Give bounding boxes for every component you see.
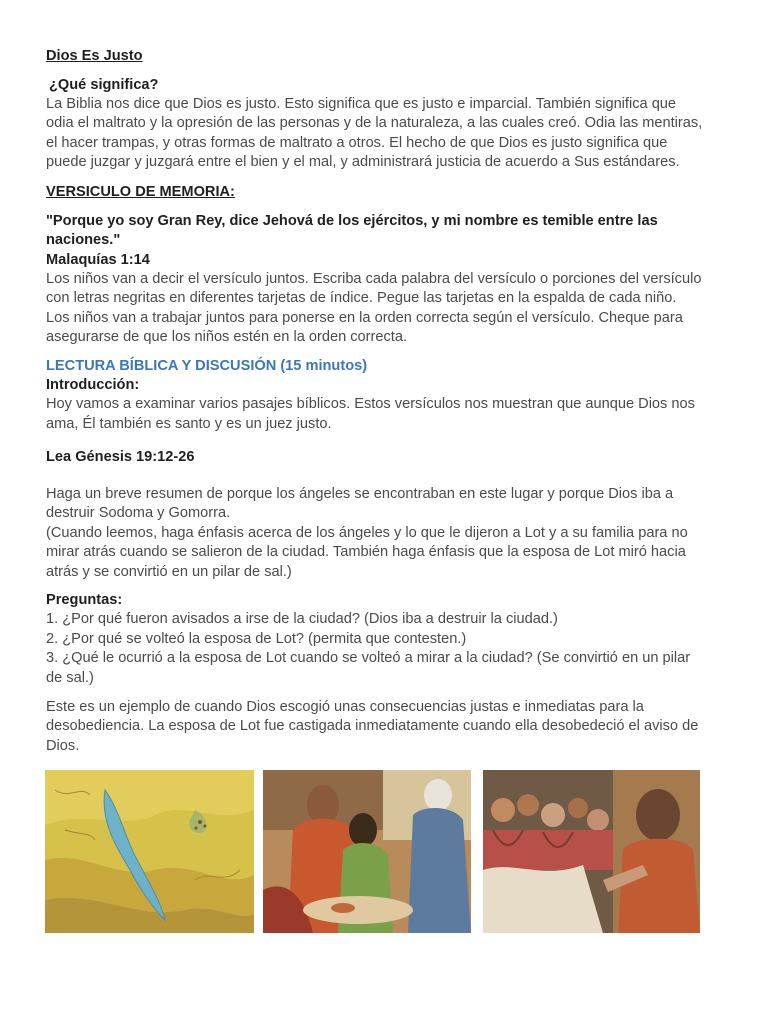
question-item: 2. ¿Por qué se volteó la esposa de Lot? (permita que contesten.) — [46, 630, 467, 647]
meaning-paragraph — [46, 95, 726, 173]
illustration-crowd-scene — [483, 770, 700, 933]
reading-heading: LECTURA BÍBLICA Y DISCUSIÓN (15 minutos) — [46, 358, 368, 374]
text-line: puede juzgar y juzgará entre el bien y el mal, y administrará justicia de acuerdo a Sus estándares. — [46, 154, 680, 171]
summary-paragraph — [46, 485, 726, 582]
text-line: asegurarse de que los niños estén en la orden correcta. — [46, 329, 408, 346]
text-line: atrás y se convirtió en un pilar de sal.) — [46, 563, 292, 580]
introduction-label: Introducción: — [46, 377, 140, 393]
text-line: La Biblia nos dice que Dios es justo. Esto significa que es justo e imparcial. También significa que — [46, 96, 677, 112]
illustration-dead-sea-map — [45, 770, 254, 933]
memory-verse-heading: VERSICULO DE MEMORIA: — [46, 184, 235, 200]
questions-block — [46, 591, 726, 688]
text-line: odia el maltrato y la opresión de las personas y de la naturaleza, a las cuales creó. Odia las mentiras, — [46, 115, 703, 132]
text-line: el hacer trampas, y otras formas de maltrato a otros. El hecho de que Dios es justo significa que — [46, 134, 668, 151]
introduction-block — [46, 376, 726, 434]
conclusion-paragraph — [46, 698, 726, 756]
verse-reference: Malaquías 1:14 — [46, 251, 150, 268]
text-line: Hoy vamos a examinar varios pasajes bíblicos. Estos versículos nos muestran que aunque Dios nos — [46, 396, 695, 413]
text-line: Este es un ejemplo de cuando Dios escogió unas consecuencias justas e inmediatas para la — [46, 699, 644, 715]
question-item: 1. ¿Por qué fueron avisados a irse de la ciudad? (Dios iba a destruir la ciudad.) — [46, 611, 558, 628]
text-line: destruir Sodoma y Gomorra. — [46, 505, 231, 522]
passage-reference: Lea Génesis 19:12-26 — [46, 449, 195, 465]
memory-verse-text — [46, 212, 726, 270]
text-line: Dios. — [46, 737, 80, 754]
text-line: (Cuando leemos, haga énfasis acerca de los ángeles y lo que le dijeron a Lot y a su familia para no — [46, 524, 688, 541]
text-line: naciones." — [46, 232, 121, 249]
illustration-family-scene — [263, 770, 471, 933]
memory-instructions — [46, 270, 726, 348]
text-line: ama, Él también es santo y es un juez justo. — [46, 415, 332, 432]
text-line: mirar atrás cuando se salieron de la ciudad. También haga énfasis que la esposa de Lot miró hacia — [46, 544, 686, 561]
text-line: Los niños van a trabajar juntos para ponerse en la orden correcta según el versículo. Cheque para — [46, 309, 683, 326]
questions-label: Preguntas: — [46, 592, 123, 608]
text-line: Haga un breve resumen de porque los ángeles se encontraban en este lugar y porque Dios iba a — [46, 486, 674, 502]
page-title: Dios Es Justo — [46, 48, 143, 64]
text-line: "Porque yo soy Gran Rey, dice Jehová de los ejércitos, y mi nombre es temible entre las — [46, 213, 658, 229]
text-line: con letras negritas en diferentes tarjetas de índice. Pegue las tarjetas en la espalda de cada niño. — [46, 290, 677, 307]
text-line: Los niños van a decir el versículo juntos. Escriba cada palabra del versículo o porciones del versículo — [46, 271, 702, 287]
question-item: de sal.) — [46, 669, 94, 686]
question-item: 3. ¿Qué le ocurrió a la esposa de Lot cuando se volteó a mirar a la ciudad? (Se convirtió en un pilar — [46, 650, 691, 667]
text-line: desobediencia. La esposa de Lot fue castigada inmediatamente cuando ella desobedeció el aviso de — [46, 718, 699, 735]
meaning-heading: ¿Qué significa? — [49, 77, 159, 93]
